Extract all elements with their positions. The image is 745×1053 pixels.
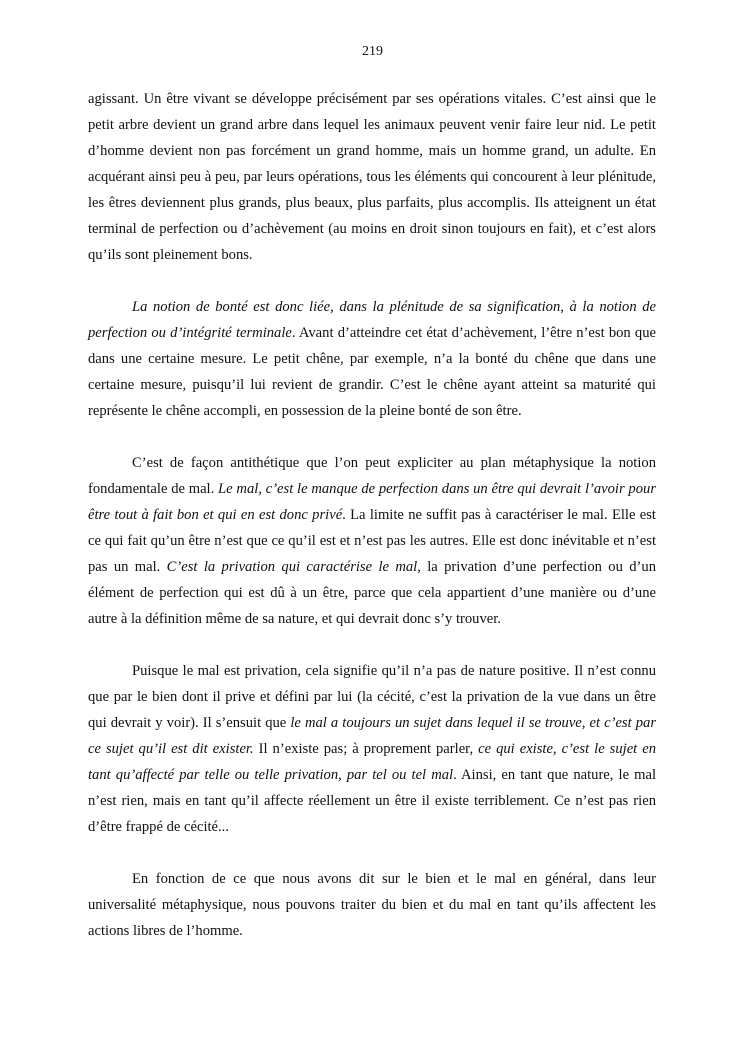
text-segment: Il n’existe pas; à proprement parler, [253, 741, 479, 757]
italic-text-segment: C’est la privation qui caractérise le mal [166, 559, 418, 575]
paragraph [88, 450, 656, 632]
text-segment: Puisque le mal est privation, cela signifie qu’il n’a pas de nature positive. Il n’est connu que par le bien dont il prive et défini par lui (la cécité, c’est la privation de la vue dans un être qui devrait y voir). Il s’ensuit que [88, 663, 656, 731]
paragraph [88, 86, 656, 268]
italic-text-segment: Le mal, c’est le manque de perfection dans un être qui devrait l’avoir pour être tout à fait bon et qui en est donc privé [88, 481, 657, 523]
text-segment: C’est de façon antithétique que l’on peut expliciter au plan métaphysique la notion fondamentale de mal. [88, 455, 656, 497]
text-segment: . Ainsi, en tant que nature, le mal n’est rien, mais en tant qu’il affecte réellement un être il existe terriblement. Ce n’est pas rien d’être frappé de cécité... [88, 767, 657, 835]
italic-text-segment: le mal a toujours un sujet dans lequel il se trouve, et c’est par ce sujet qu’il est dit exister. [88, 715, 656, 757]
text-segment: . Avant d’atteindre cet état d’achèvement, l’être n’est bon que dans une certaine mesure. Le petit chêne, par exemple, n’a la bonté du chêne que dans une certaine mesure, puisqu’il lui revient de grandir. C’est le chêne ayant atteint sa maturité qui représente le chêne accompli, en possession de la pleine bonté de son être. [88, 325, 656, 419]
italic-text-segment: La notion de bonté est donc liée, dans la plénitude de sa signification, à la notion de perfection ou d’intégrité terminale [88, 299, 656, 341]
paragraph [88, 294, 656, 424]
text-segment: . La limite ne suffit pas à caractériser le mal. Elle est ce qui fait qu’un être n’est que ce qu’il est et n’est pas les autres. Elle est donc inévitable et n’est pas un mal. [88, 507, 656, 575]
body-text [88, 86, 656, 970]
italic-text-segment: ce qui existe, c’est le sujet en tant qu’affecté par telle ou telle privation, par tel ou tel mal [88, 741, 657, 783]
paragraph [88, 658, 656, 840]
paragraph [88, 866, 656, 944]
text-segment: En fonction de ce que nous avons dit sur le bien et le mal en général, dans leur universalité métaphysique, nous pouvons traiter du bien et du mal en tant qu’ils affectent les actions libres de l’homme. [88, 871, 656, 939]
text-segment: agissant. Un être vivant se développe précisément par ses opérations vitales. C’est ainsi que le petit arbre devient un grand arbre dans lequel les animaux peuvent venir faire leur nid. Le petit d’homme devient non pas forcément un grand homme, mais un homme grand, un adulte. En acquérant ainsi peu à peu, par leurs opérations, tous les éléments qui concourent à leur plénitude, les êtres deviennent plus grands, plus beaux, plus parfaits, plus accomplis. Ils atteignent un état terminal de perfection ou d’achèvement (au moins en droit sinon toujours en fait), et c’est alors qu’ils sont pleinement bons. [88, 91, 656, 263]
page-number: 219 [362, 44, 383, 59]
text-segment: , la privation d’une perfection ou d’un élément de perfection qui est dû à un être, parce que cela appartient d’une manière ou d’une autre à la définition même de sa nature, et qui devrait donc s’y trouver. [88, 559, 656, 627]
